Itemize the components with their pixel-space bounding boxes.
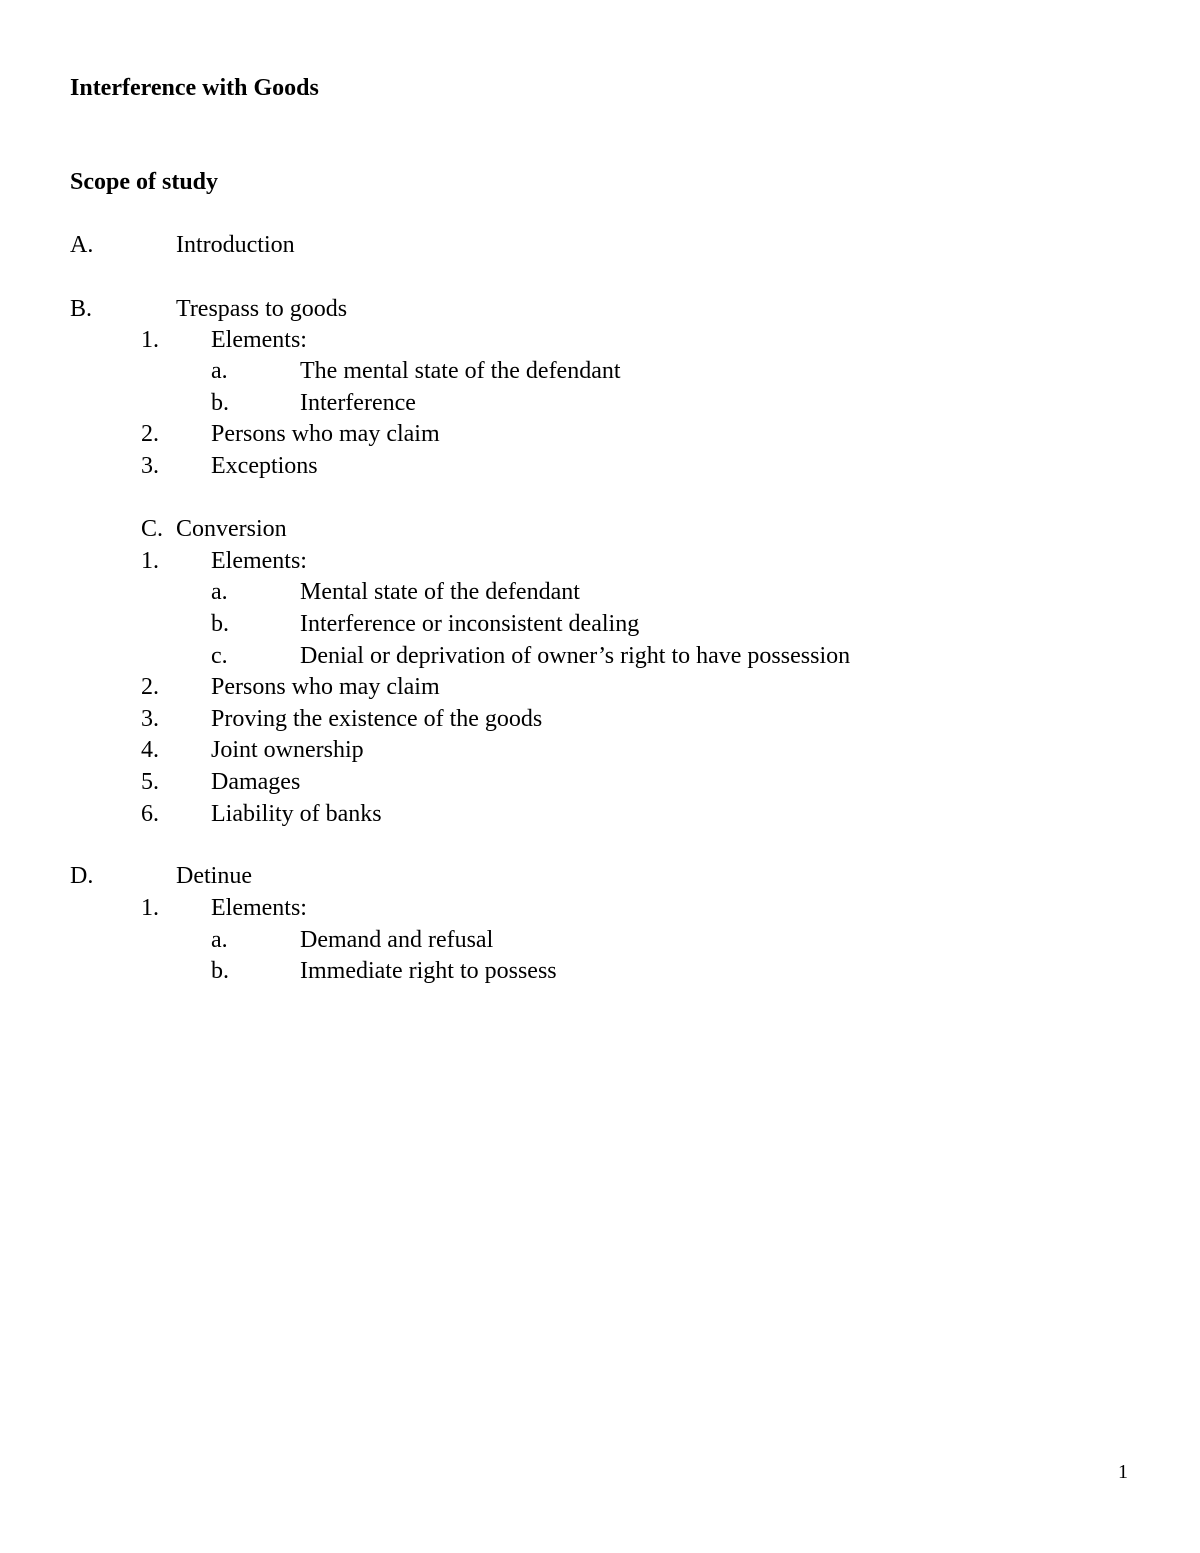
section-heading: Introduction — [176, 232, 295, 258]
sub-item: Interference or inconsistent dealing — [300, 611, 640, 637]
sub-item-marker: a. — [211, 927, 228, 953]
document-title: Interference with Goods — [70, 75, 319, 101]
list-item-marker: 2. — [141, 421, 159, 447]
section-marker: C. — [141, 516, 164, 542]
sub-item: Demand and refusal — [300, 927, 494, 953]
list-item-marker: 6. — [141, 801, 159, 827]
sub-item-marker: b. — [211, 390, 229, 416]
list-item: Exceptions — [211, 453, 318, 479]
section-heading: Detinue — [176, 863, 252, 889]
page-number: 1 — [1118, 1461, 1128, 1483]
sub-item: Immediate right to possess — [300, 958, 557, 984]
list-item-marker: 1. — [141, 327, 159, 353]
section-marker: A. — [70, 232, 94, 258]
list-item-marker: 5. — [141, 769, 159, 795]
sub-item-marker: c. — [211, 643, 228, 669]
list-item: Proving the existence of the goods — [211, 706, 543, 732]
list-item: Damages — [211, 769, 301, 795]
sub-item: Denial or deprivation of owner’s right to have possession — [300, 643, 851, 669]
sub-item-marker: b. — [211, 611, 229, 637]
list-item-marker: 1. — [141, 895, 159, 921]
list-item: Elements: — [211, 327, 307, 353]
list-item-marker: 2. — [141, 674, 159, 700]
section-heading: Conversion — [176, 516, 287, 542]
list-item: Liability of banks — [211, 801, 382, 827]
list-item-marker: 1. — [141, 548, 159, 574]
sub-item: Interference — [300, 390, 416, 416]
section-marker: D. — [70, 863, 94, 889]
list-item: Persons who may claim — [211, 674, 440, 700]
sub-item-marker: a. — [211, 358, 228, 384]
sub-item-marker: b. — [211, 958, 229, 984]
section-marker: B. — [70, 296, 93, 322]
sub-item: Mental state of the defendant — [300, 579, 580, 605]
list-item-marker: 3. — [141, 706, 159, 732]
list-item: Elements: — [211, 895, 307, 921]
document-subtitle: Scope of study — [70, 169, 219, 195]
list-item-marker: 3. — [141, 453, 159, 479]
sub-item: The mental state of the defendant — [300, 358, 621, 384]
list-item: Elements: — [211, 548, 307, 574]
section-heading: Trespass to goods — [176, 296, 348, 322]
list-item: Persons who may claim — [211, 421, 440, 447]
list-item-marker: 4. — [141, 737, 159, 763]
list-item: Joint ownership — [211, 737, 364, 763]
sub-item-marker: a. — [211, 579, 228, 605]
